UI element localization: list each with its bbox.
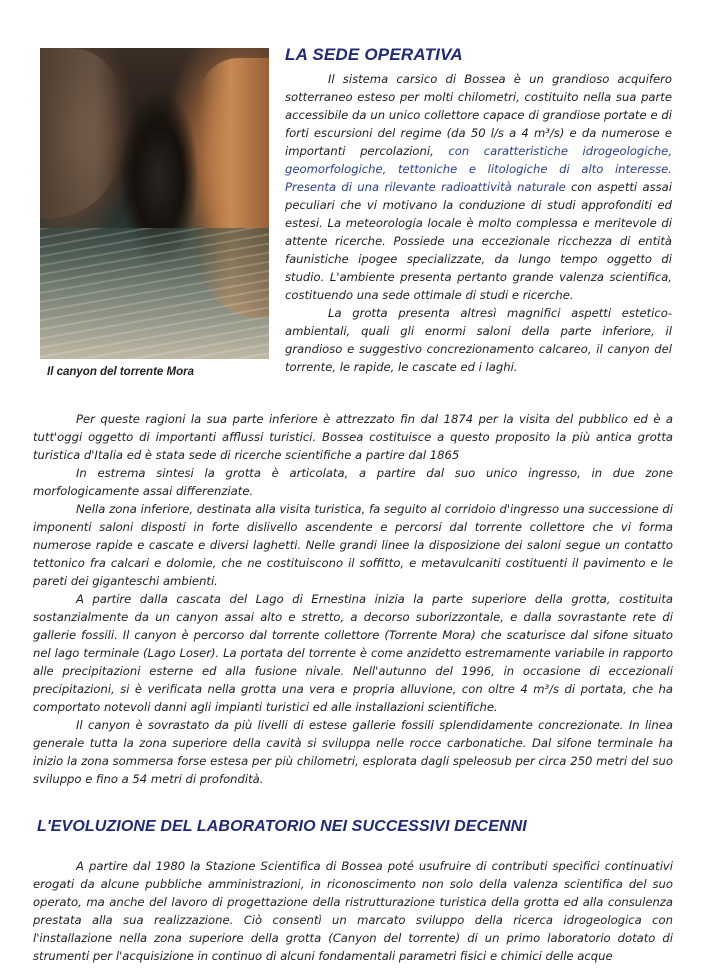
paragraph — [285, 70, 672, 304]
cave-photo — [40, 48, 269, 359]
section-evoluzione-text — [33, 857, 673, 965]
body-text — [33, 410, 673, 788]
text-run: con aspetti assai peculiari che vi motivano la conduzione di studi approfonditi ed estesi. La meteorologia locale è molto complessa e meritevole di attente ricerche. Possiede una eccezionale ricchezza di entità faunistiche ipogee specializzate, da lungo tempo oggetto di studio. L'ambiente presenta pertanto grande valenza scientifica, costituendo una sede ottimale di studi e ricerche. — [285, 180, 672, 302]
text-run-blue: con caratteristiche idrogeologiche, geomorfologiche, tettoniche e litologiche di alto interesse. Presenta di una rilevante radioattività naturale — [285, 144, 673, 194]
paragraph: La grotta presenta altresì magnifici aspetti estetico-ambientali, quali gli enormi saloni della parte inferiore, il grandioso e suggestivo concrezionamento calcareo, il canyon del torrente, le rapide, le cascate ed i laghi. — [285, 306, 672, 374]
paragraph: Il canyon è sovrastato da più livelli di estese gallerie fossili splendidamente concrezionate. In linea generale tutta la zona superiore della cavità si sviluppa nelle rocce carbonatiche. Dal sifone terminale ha inizio la zona sommersa forse estesa per più chilometri, esplorata dagli speleosub per circa 250 metri del suo sviluppo e fino a 54 metri di profondità. — [33, 718, 673, 786]
text-run: Il sistema carsico di Bossea è un grandioso acquifero sotterraneo esteso per molti chilometri, costituito nella sua parte accessibile da un unico collettore capace di grandiose portate e di forti escursioni del regime (da 50 l/s a 4 m³/s) e da numerose e importanti percolazioni, — [285, 72, 672, 158]
paragraph: In estrema sintesi la grotta è articolata, a partire dal suo unico ingresso, in due zone morfologicamente assai differenziate. — [33, 466, 673, 498]
photo-caption: Il canyon del torrente Mora — [47, 366, 194, 378]
section-title-evoluzione: L'EVOLUZIONE DEL LABORATORIO NEI SUCCESSIVI DECENNI — [37, 818, 527, 835]
paragraph: A partire dalla cascata del Lago di Ernestina inizia la parte superiore della grotta, costituita sostanzialmente da un canyon assai alto e stretto, a decorso suborizzontale, e dalla sovrastante rete di gallerie fossili. Il canyon è percorso dal torrente collettore (Torrente Mora) che scaturisce dal sifone situato nel lago terminale (Lago Loser). La portata del torrente è come anzidetto estremamente variabile in rapporto alle precipitazioni esterne ed alla fusione nivale. Nell'autunno del 1996, in occasione di eccezionali precipitazioni, si è verificata nella grotta una vera e propria alluvione, con oltre 4 m³/s di portata, che ha comportato notevoli danni agli impianti turistici ed alle installazioni scientifiche. — [33, 592, 673, 714]
section-sede-text — [285, 70, 672, 376]
paragraph: Nella zona inferiore, destinata alla visita turistica, fa seguito al corridoio d'ingresso una successione di imponenti saloni disposti in forte dislivello ascendente e percorsi dal torrente collettore che vi forma numerose rapide e cascate e diversi laghetti. Nelle grandi linee la disposizione dei saloni segue un contatto tettonico fra calcari e dolomie, che ne costituiscono il soffitto, e metavulcaniti costituenti il pavimento e le pareti dei giganteschi ambienti. — [33, 502, 673, 588]
cave-water — [40, 228, 269, 359]
paragraph: Per queste ragioni la sua parte inferiore è attrezzato fin dal 1874 per la visita del pubblico ed è a tutt'oggi oggetto di importanti afflussi turistici. Bossea costituisce a questo proposito la più antica grotta turistica d'Italia ed è stata sede di ricerche scientifiche a partire dal 1865 — [33, 412, 673, 462]
section-title-sede: LA SEDE OPERATIVA — [285, 45, 463, 64]
paragraph: A partire dal 1980 la Stazione Scientifica di Bossea poté usufruire di contributi specifici continuativi erogati da alcune pubbliche amministrazioni, in riconoscimento non solo della valenza scientifica del suo operato, ma anche del lavoro di progettazione della ristrutturazione turistica della grotta ed alla consulenza prestata alla sua realizzazione. Ciò consentì un marcato sviluppo della ricerca idrogeologica con l'installazione nella zona superiore della grotta (Canyon del torrente) di un primo laboratorio dotato di strumenti per l'acquisizione in continuo di alcuni fondamentali parametri fisici e chimici delle acque — [33, 859, 673, 963]
cave-wall-left — [40, 48, 120, 218]
